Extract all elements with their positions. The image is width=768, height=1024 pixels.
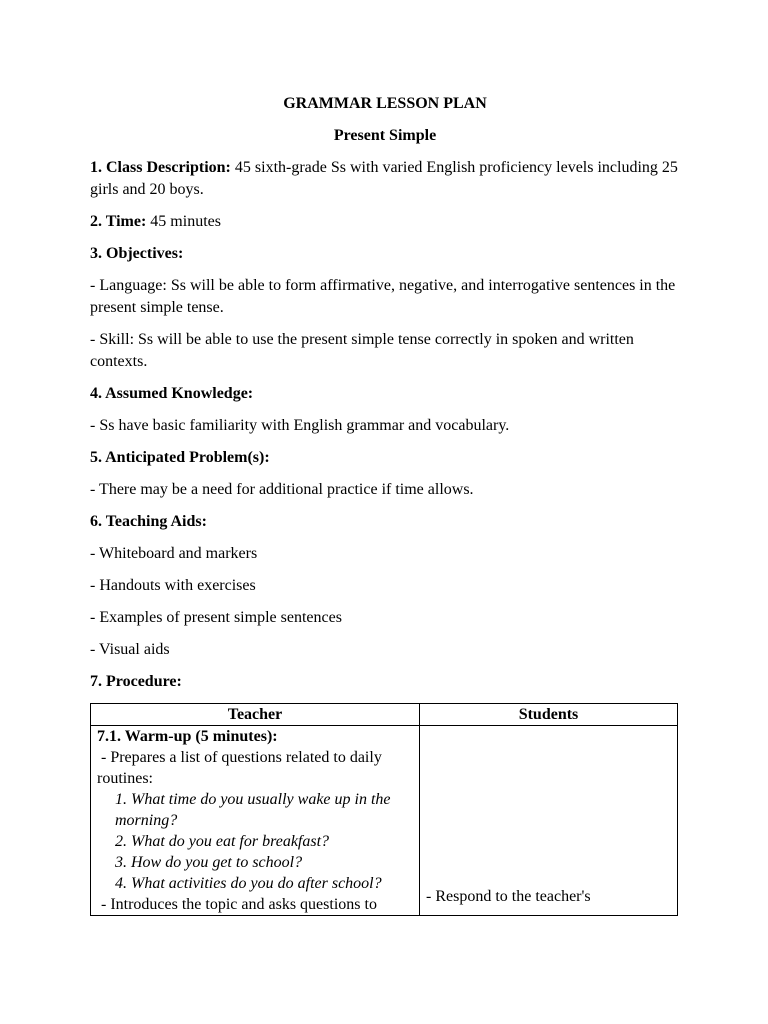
question-item: 4. What activities do you do after school? <box>115 875 382 892</box>
time-label: 2. Time: <box>90 213 147 230</box>
question-item: 3. How do you get to school? <box>115 854 303 871</box>
aids-item: - Examples of present simple sentences <box>90 609 342 626</box>
header-students: Students <box>420 704 678 726</box>
teacher-line: - Prepares a list of questions related to daily routines: <box>97 749 386 787</box>
knowledge-label: 4. Assumed Knowledge: <box>90 385 254 402</box>
document-content <box>90 93 680 916</box>
student-line: - Respond to the teacher's <box>426 888 591 905</box>
problems-item: - There may be a need for additional practice if time allows. <box>90 481 474 498</box>
problems-heading <box>90 447 680 469</box>
student-cell <box>420 726 678 916</box>
time-section <box>90 211 680 233</box>
problems-label: 5. Anticipated Problem(s): <box>90 449 270 466</box>
aids-item: - Visual aids <box>90 641 170 658</box>
table-header-row <box>91 704 678 726</box>
question-item: 2. What do you eat for breakfast? <box>115 833 330 850</box>
teacher-cell <box>91 726 420 916</box>
aids-item: - Handouts with exercises <box>90 577 256 594</box>
header-teacher: Teacher <box>91 704 420 726</box>
knowledge-item: - Ss have basic familiarity with English grammar and vocabulary. <box>90 417 510 434</box>
objectives-label: 3. Objectives: <box>90 245 184 262</box>
warmup-title: 7.1. Warm-up (5 minutes): <box>97 728 278 745</box>
table-row <box>91 726 678 916</box>
objectives-heading <box>90 243 680 265</box>
teacher-line: - Introduces the topic and asks questions to <box>97 896 377 913</box>
aids-label: 6. Teaching Aids: <box>90 513 207 530</box>
objective-language: - Language: Ss will be able to form affirmative, negative, and interrogative sentences in the present simple tense. <box>90 277 676 316</box>
procedure-label: 7. Procedure: <box>90 673 182 690</box>
procedure-heading <box>90 671 680 693</box>
time-text: 45 minutes <box>146 213 221 230</box>
class-description-text: 45 sixth-grade Ss with varied English proficiency levels including 25 girls and 20 boys. <box>90 159 678 198</box>
question-item: 1. What time do you usually wake up in the morning? <box>115 791 391 829</box>
procedure-table <box>90 703 678 916</box>
knowledge-heading <box>90 383 680 405</box>
objective-skill: - Skill: Ss will be able to use the present simple tense correctly in spoken and written contexts. <box>90 331 634 370</box>
class-description-label: 1. Class Description: <box>90 159 231 176</box>
aids-item: - Whiteboard and markers <box>90 545 258 562</box>
document-title: GRAMMAR LESSON PLAN <box>283 95 487 112</box>
aids-heading <box>90 511 680 533</box>
class-description <box>90 157 680 201</box>
document-subtitle: Present Simple <box>333 127 437 144</box>
